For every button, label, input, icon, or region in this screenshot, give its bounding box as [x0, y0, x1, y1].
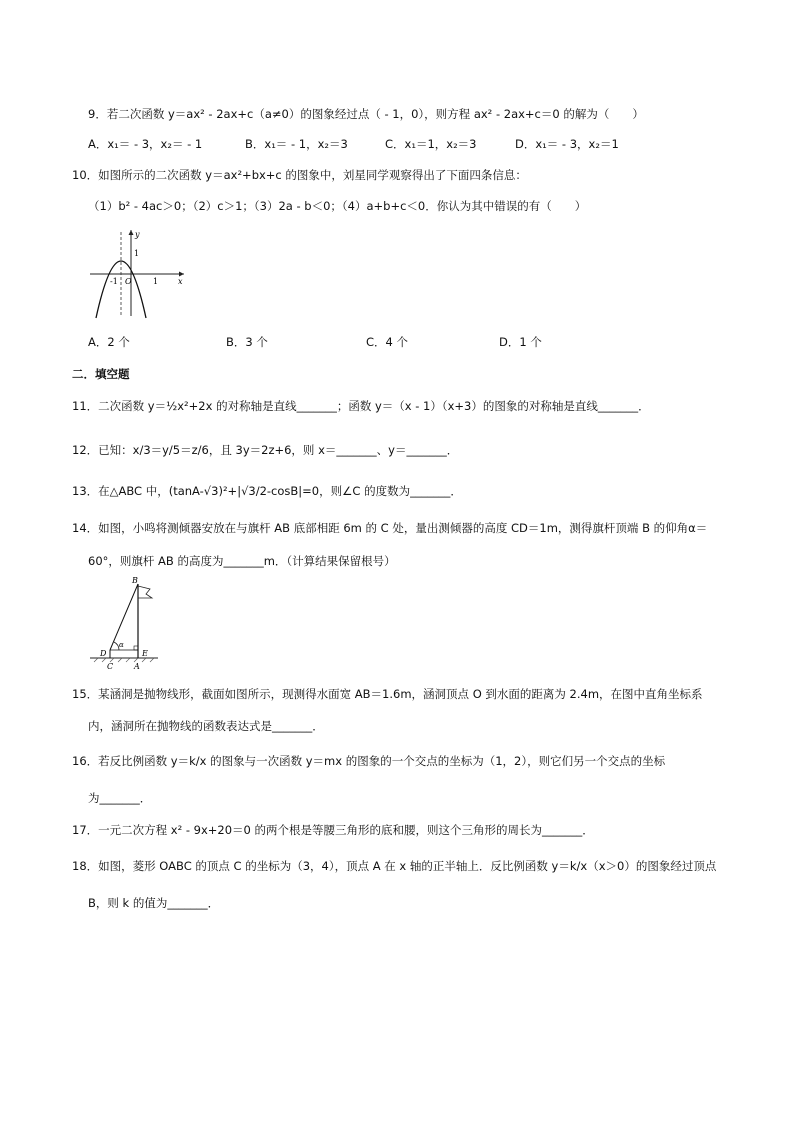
x-tick-1: 1 — [153, 277, 159, 286]
q17-text: 17．一元二次方程 x² - 9x+20＝0 的两个根是等腰三角形的底和腰，则这个三角形的周长为_______． — [72, 823, 594, 837]
y-tick-1: 1 — [134, 249, 140, 258]
y-label: y — [135, 230, 140, 239]
q10-option-a: A．2 个 — [88, 335, 130, 349]
q9-option-b: B．x₁＝ - 1，x₂＝3 — [245, 137, 348, 151]
q10-stem: 10．如图所示的二次函数 y＝ax²+bx+c 的图象中，刘星同学观察得出了下面四条信息： — [72, 168, 527, 182]
q9-option-c: C．x₁＝1，x₂＝3 — [385, 137, 477, 151]
q14-line2: 60°，则旗杆 AB 的高度为_______m．（计算结果保留根号） — [88, 554, 396, 568]
q14-flagpole-figure — [86, 576, 166, 670]
origin-label: O — [125, 277, 132, 286]
q18-line1: 18．如图，菱形 OABC 的顶点 C 的坐标为（3，4），顶点 A 在 x 轴的正半轴上．反比例函数 y＝k/x（x＞0）的图象经过顶点 — [72, 859, 717, 873]
section-heading-fill-in: 二．填空题 — [72, 367, 130, 381]
q10-parabola-figure — [86, 226, 190, 320]
y-axis-arrow — [129, 230, 134, 235]
q18-line2: B，则 k 的值为_______． — [88, 896, 220, 910]
q16-line1: 16．若反比例函数 y＝k/x 的图象与一次函数 y＝mx 的图象的一个交点的坐标为（1，2），则它们另一个交点的坐标 — [72, 754, 666, 768]
x-axis-arrow — [179, 272, 184, 277]
q10-option-c: C．4 个 — [366, 335, 409, 349]
q10-option-b: B．3 个 — [226, 335, 268, 349]
right-angle-mark — [134, 646, 138, 650]
q9-option-d: D．x₁＝ - 3，x₂＝1 — [515, 137, 619, 151]
label-d: D — [100, 649, 107, 658]
sight-line-db — [110, 584, 138, 650]
x-tick-neg1: -1 — [110, 277, 118, 286]
q10-option-d: D．1 个 — [499, 335, 542, 349]
q15-line2: 内，涵洞所在抛物线的函数表达式是_______． — [88, 719, 324, 733]
q9-option-a: A．x₁＝ - 3，x₂＝ - 1 — [88, 137, 203, 151]
label-alpha: α — [119, 641, 124, 649]
q12-text: 12．已知：x/3＝y/5＝z/6，且 3y＝2z+6，则 x＝_______、y＝_______． — [72, 443, 459, 457]
q10-info: （1）b² - 4ac＞0；（2）c＞1；（3）2a - b＜0；（4）a+b+c＜0．你认为其中错误的有（ ） — [88, 199, 587, 213]
q14-line1: 14．如图，小鸣将测倾器安放在与旗杆 AB 底部相距 6m 的 C 处，量出测倾器的高度 CD＝1m，测得旗杆顶端 B 的仰角α＝ — [72, 521, 708, 535]
flag — [138, 586, 152, 598]
label-a: A — [134, 662, 140, 670]
q13-text: 13．在△ABC 中，(tanA-√3)²+|√3/2-cosB|=0，则∠C 的度数为_______． — [72, 484, 462, 498]
label-c: C — [107, 662, 114, 670]
label-e: E — [142, 649, 148, 658]
ground-hatch — [94, 658, 154, 662]
label-b: B — [132, 576, 138, 585]
x-label: x — [178, 277, 183, 286]
q9-stem: 9．若二次函数 y＝ax² - 2ax+c（a≠0）的图象经过点（ - 1，0），则方程 ax² - 2ax+c＝0 的解为（ ） — [88, 107, 644, 121]
q16-line2: 为_______． — [88, 791, 152, 805]
q15-line1: 15．某涵洞是抛物线形，截面如图所示，现测得水面宽 AB＝1.6m，涵洞顶点 O 到水面的距离为 2.4m，在图中直角坐标系 — [72, 687, 703, 701]
q11-text: 11．二次函数 y＝½x²+2x 的对称轴是直线_______；函数 y＝（x - 1）（x+3）的图象的对称轴是直线_______． — [72, 399, 650, 413]
